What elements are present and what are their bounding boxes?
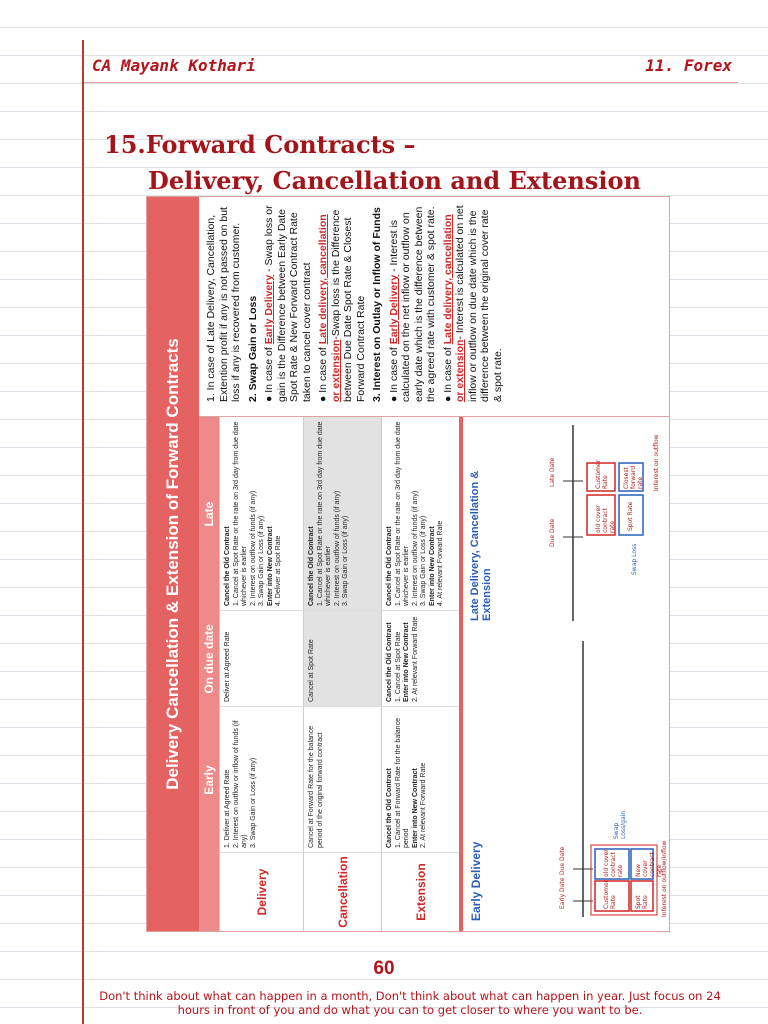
page-number: 60 <box>373 958 395 979</box>
cell-heading: Cancel the Old Contract <box>386 622 393 702</box>
late-date-label: Late Date <box>549 457 556 487</box>
list-item: 2. Interest on outflow of funds (if any) <box>249 490 257 606</box>
notes-panel <box>199 197 669 417</box>
section-title: 15.Forward Contracts – <box>104 130 416 159</box>
list-item: 1. Cancel at Spot Rate or the rate on 3rd day from due date whichever is earlier <box>394 421 410 606</box>
note-text: In case of <box>317 344 329 393</box>
col-head-blank <box>199 853 219 931</box>
table-banner: Delivery Cancellation & Extension of Forward Contracts <box>147 197 199 931</box>
list-item: 2. Interest on outflow of funds (if any) <box>411 490 419 606</box>
page-header <box>92 56 732 78</box>
cell-heading: Enter into New Contract <box>411 768 419 848</box>
cell-extension-due <box>381 611 459 707</box>
late-old-cover-label: old cover contract rate <box>595 505 616 533</box>
cell-heading: Enter into New Contract <box>428 526 436 606</box>
interest-label: Interest on outflow/inflow <box>661 840 668 917</box>
note-2b: ● In case of Late delivery, cancellation or extension-Swap loss is the Difference between Due Date Spot Rate & Closest Forward Contract Rate <box>317 209 367 402</box>
late-customer-rate-label: Customer Rate <box>595 459 609 489</box>
list-item: 3. Swap Gain or Loss (if any) <box>258 515 265 606</box>
list-item: 3. Swap Gain or Loss (if any) <box>420 515 427 606</box>
early-diagram-title: Early Delivery <box>469 841 483 921</box>
section-subtitle: Delivery, Cancellation and Extension <box>148 166 641 195</box>
figure-content <box>147 197 669 931</box>
late-interest-label: Interest on outflow <box>653 434 660 491</box>
cell-delivery-due: Deliver at Agreed Rate <box>219 611 303 707</box>
note-text: - Interest is calculated on net inflow or outflow on due date which is the difference between the original cover rate & spot rate. <box>454 205 504 402</box>
margin-line <box>82 40 84 1024</box>
col-head-late: Late <box>199 417 219 611</box>
note-2a: ● In case of Early Delivery - Swap loss or gain is the Difference between Early Date Spot Rate & New Forward Contract Rate taken to cancel cover contract <box>263 205 313 402</box>
cell-heading: Cancel the Old Contract <box>308 526 315 606</box>
list-item: 2. Interest on outflow of funds (if any) <box>333 490 341 606</box>
list-item: 1. Deliver at Agreed Rate <box>224 769 231 848</box>
cell-cancellation-due: Cancel at Spot Rate <box>303 611 381 707</box>
note-text: - Swap loss or gain is the Difference between Early Date Spot Rate & New Forward Contract Rate taken to cancel cover contract <box>263 205 313 402</box>
note-text: - Interest is calculated on the net inflow or outflow on early date which is the difference between the agreed rate with customer & spot rate. <box>387 206 437 402</box>
late-diagram-title: Late Delivery, Cancellation & Extension <box>469 470 493 621</box>
col-head-due: On due date <box>199 611 219 707</box>
customer-rate-label: Customer Rate <box>603 879 617 909</box>
note-3-heading: 3. Interest on Outlay or Inflow of Funds <box>371 207 383 402</box>
late-diagram-drawing <box>463 417 669 631</box>
list-item: 3. Swap Gain or Loss (if any) <box>249 757 257 848</box>
note-3b: ● In case of Late delivery, cancellation or extension- Interest is calculated on net inflow or outflow on due date which is the difference between the original cover rate & spot rate. <box>441 205 504 402</box>
cell-heading: Enter into New Contract <box>266 526 274 606</box>
list-item: 4. At relevant Forward Rate <box>437 520 444 606</box>
list-item: 3. Swap Gain or Loss (if any) <box>342 515 349 606</box>
note-highlight: Late delivery, cancellation or extension <box>441 214 466 402</box>
late-delivery-diagram <box>459 417 670 631</box>
list-item: 2. At relevant Forward Rate <box>420 762 427 848</box>
cell-delivery-early <box>219 707 303 853</box>
new-cover-rate-label: New cover contract rate <box>635 852 663 877</box>
cell-cancellation-late <box>303 417 381 611</box>
author-name: CA Mayank Kothari <box>92 56 256 75</box>
header-rule <box>84 82 738 83</box>
note-text: In case of <box>263 344 275 393</box>
list-item: 1. Cancel at Spot Rate <box>394 631 402 702</box>
closest-forward-label: Closest forward rate <box>623 465 644 489</box>
note-highlight: Early Delivery <box>387 274 400 345</box>
list-item: 1. Cancel at Forward Rate for the balance period <box>394 718 410 848</box>
list-item: 1. Cancel at Spot Rate or the rate on 3rd day from due date whichever is earlier <box>232 421 248 606</box>
early-delivery-diagram <box>459 631 670 931</box>
row-label-delivery: Delivery <box>219 853 304 931</box>
list-item: 2. At relevant Forward Rate <box>411 616 419 702</box>
chapter-name: 11. Forex <box>645 56 732 75</box>
note-highlight: Early Delivery <box>263 274 275 345</box>
col-head-early: Early <box>199 707 219 853</box>
note-3a: ● In case of Early Delivery - Interest is calculated on the net inflow or outflow on early date which is the difference between the agreed rate with customer & spot rate. <box>387 206 437 402</box>
cell-heading: Cancel the Old Contract <box>386 526 393 606</box>
row-label-extension: Extension <box>381 853 460 931</box>
cell-cancellation-early: Cancel at Forward Rate for the balance period of the original forward contract <box>303 707 381 853</box>
note-text: In case of <box>387 344 400 393</box>
early-date-label: Early Date <box>559 877 566 909</box>
note-2-heading: 2. Swap Gain or Loss <box>246 295 259 402</box>
row-label-cancellation: Cancellation <box>303 853 382 931</box>
cell-heading: Cancel the Old Contract <box>224 526 231 606</box>
spot-rate-label: Spot Rate <box>635 895 649 909</box>
footer-quote: Don't think about what can happen in a month, Don't think about what can happen in year. Just focus on 24 hours in front of you and do what you can to get closer to where you want to be. <box>99 989 721 1017</box>
due-date-label: Due Date <box>559 846 566 875</box>
swap-label: Swap Loss/gain <box>613 810 627 839</box>
late-spot-rate-label: Spot Rate <box>627 501 634 531</box>
late-swap-label: Swap Loss <box>631 543 638 575</box>
list-item: 2. Interest on outflow or inflow of funds (if any) <box>232 720 248 848</box>
cell-extension-early <box>381 707 459 853</box>
note-1: 1. In case of Late Delivery, Cancellation, Extention profit if any is not passed on but loss if any is recovered from customer. <box>205 207 242 402</box>
old-cover-rate-label: old cover contract rate <box>603 849 624 877</box>
late-due-date-label: Due Date <box>549 518 556 547</box>
note-text: In case of <box>441 344 454 393</box>
rotated-figure <box>146 196 670 932</box>
note-highlight: Late delivery, cancellation or extension <box>317 214 342 402</box>
list-item: 4. Deliver at Spot Rate <box>275 535 282 606</box>
list-item: 1. Cancel at Spot Rate or the rate on 3rd day from due date whichever is earlier <box>316 421 332 606</box>
cell-extension-late <box>381 417 459 611</box>
cell-heading: Cancel the Old Contract <box>386 768 393 848</box>
cell-delivery-late <box>219 417 303 611</box>
note-text: -Swap loss is the Difference between Due Date Spot Rate & Closest Forward Contract Rate <box>329 209 367 402</box>
cell-heading: Enter into New Contract <box>403 622 410 702</box>
